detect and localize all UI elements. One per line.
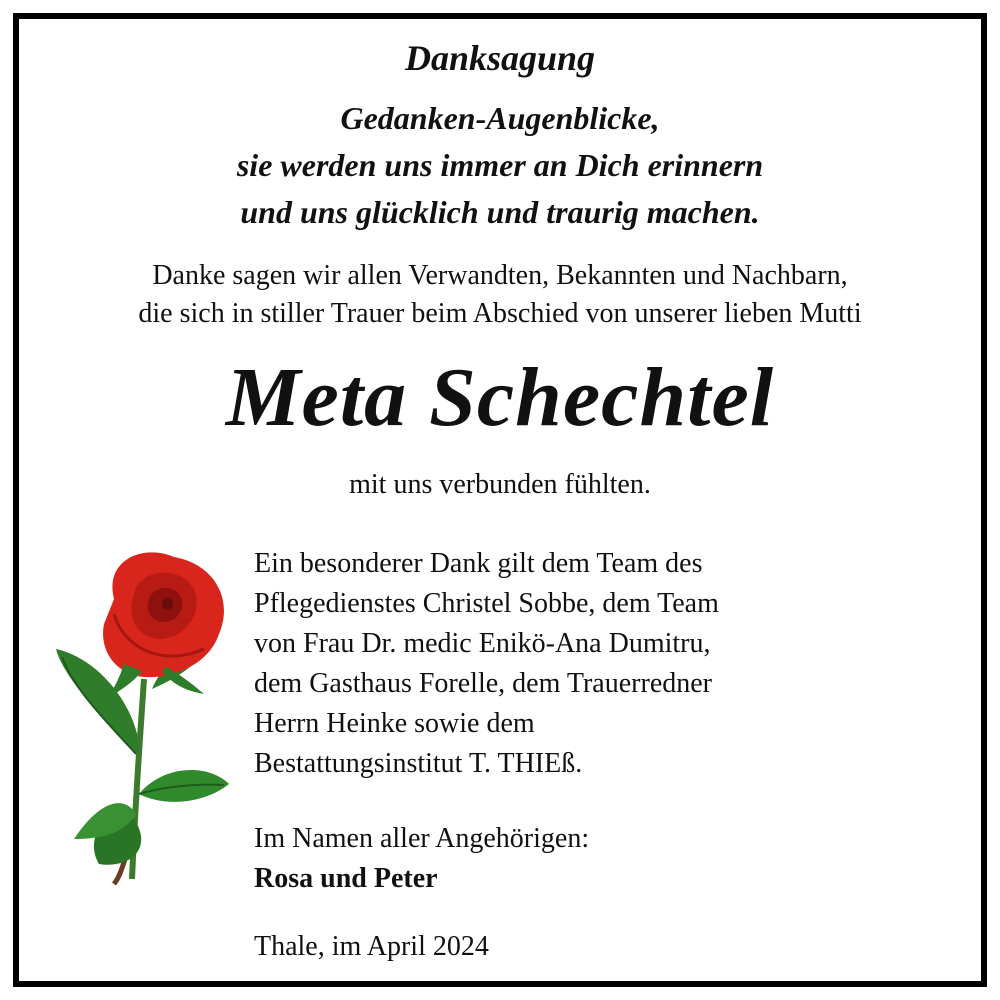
signature-intro: Im Namen aller Angehörigen: <box>254 823 590 854</box>
red-rose-icon <box>44 539 254 889</box>
deceased-name: Meta Schechtel <box>225 351 775 444</box>
signature <box>254 819 589 899</box>
special-thanks-line: Ein besonderer Dank gilt dem Team des <box>254 548 703 579</box>
special-thanks <box>254 544 874 784</box>
special-thanks-line: von Frau Dr. medic Enikö-Ana Dumitru, <box>254 628 711 659</box>
poem-line: Gedanken-Augenblicke, <box>340 100 660 136</box>
obituary-notice <box>13 13 987 987</box>
poem-line: und uns glücklich und traurig machen. <box>240 194 760 230</box>
thanks-text <box>19 257 981 333</box>
poem-line: sie werden uns immer an Dich erinnern <box>236 147 764 183</box>
place-date: Thale, im April 2024 <box>254 931 489 962</box>
special-thanks-line: Bestattungsinstitut T. THIEß. <box>254 748 583 779</box>
special-thanks-line: Herrn Heinke sowie dem <box>254 708 535 739</box>
thanks-line: Danke sagen wir allen Verwandten, Bekannten und Nachbarn, <box>152 260 848 291</box>
notice-title: Danksagung <box>404 38 596 78</box>
poem <box>19 95 981 236</box>
special-thanks-line: Pflegedienstes Christel Sobbe, dem Team <box>254 588 719 619</box>
thanks-line: die sich in stiller Trauer beim Abschied von unserer lieben Mutti <box>138 298 862 329</box>
connected-line: mit uns verbunden fühlten. <box>349 469 651 500</box>
special-thanks-line: dem Gasthaus Forelle, dem Trauerredner <box>254 668 712 699</box>
signature-names: Rosa und Peter <box>254 863 438 894</box>
